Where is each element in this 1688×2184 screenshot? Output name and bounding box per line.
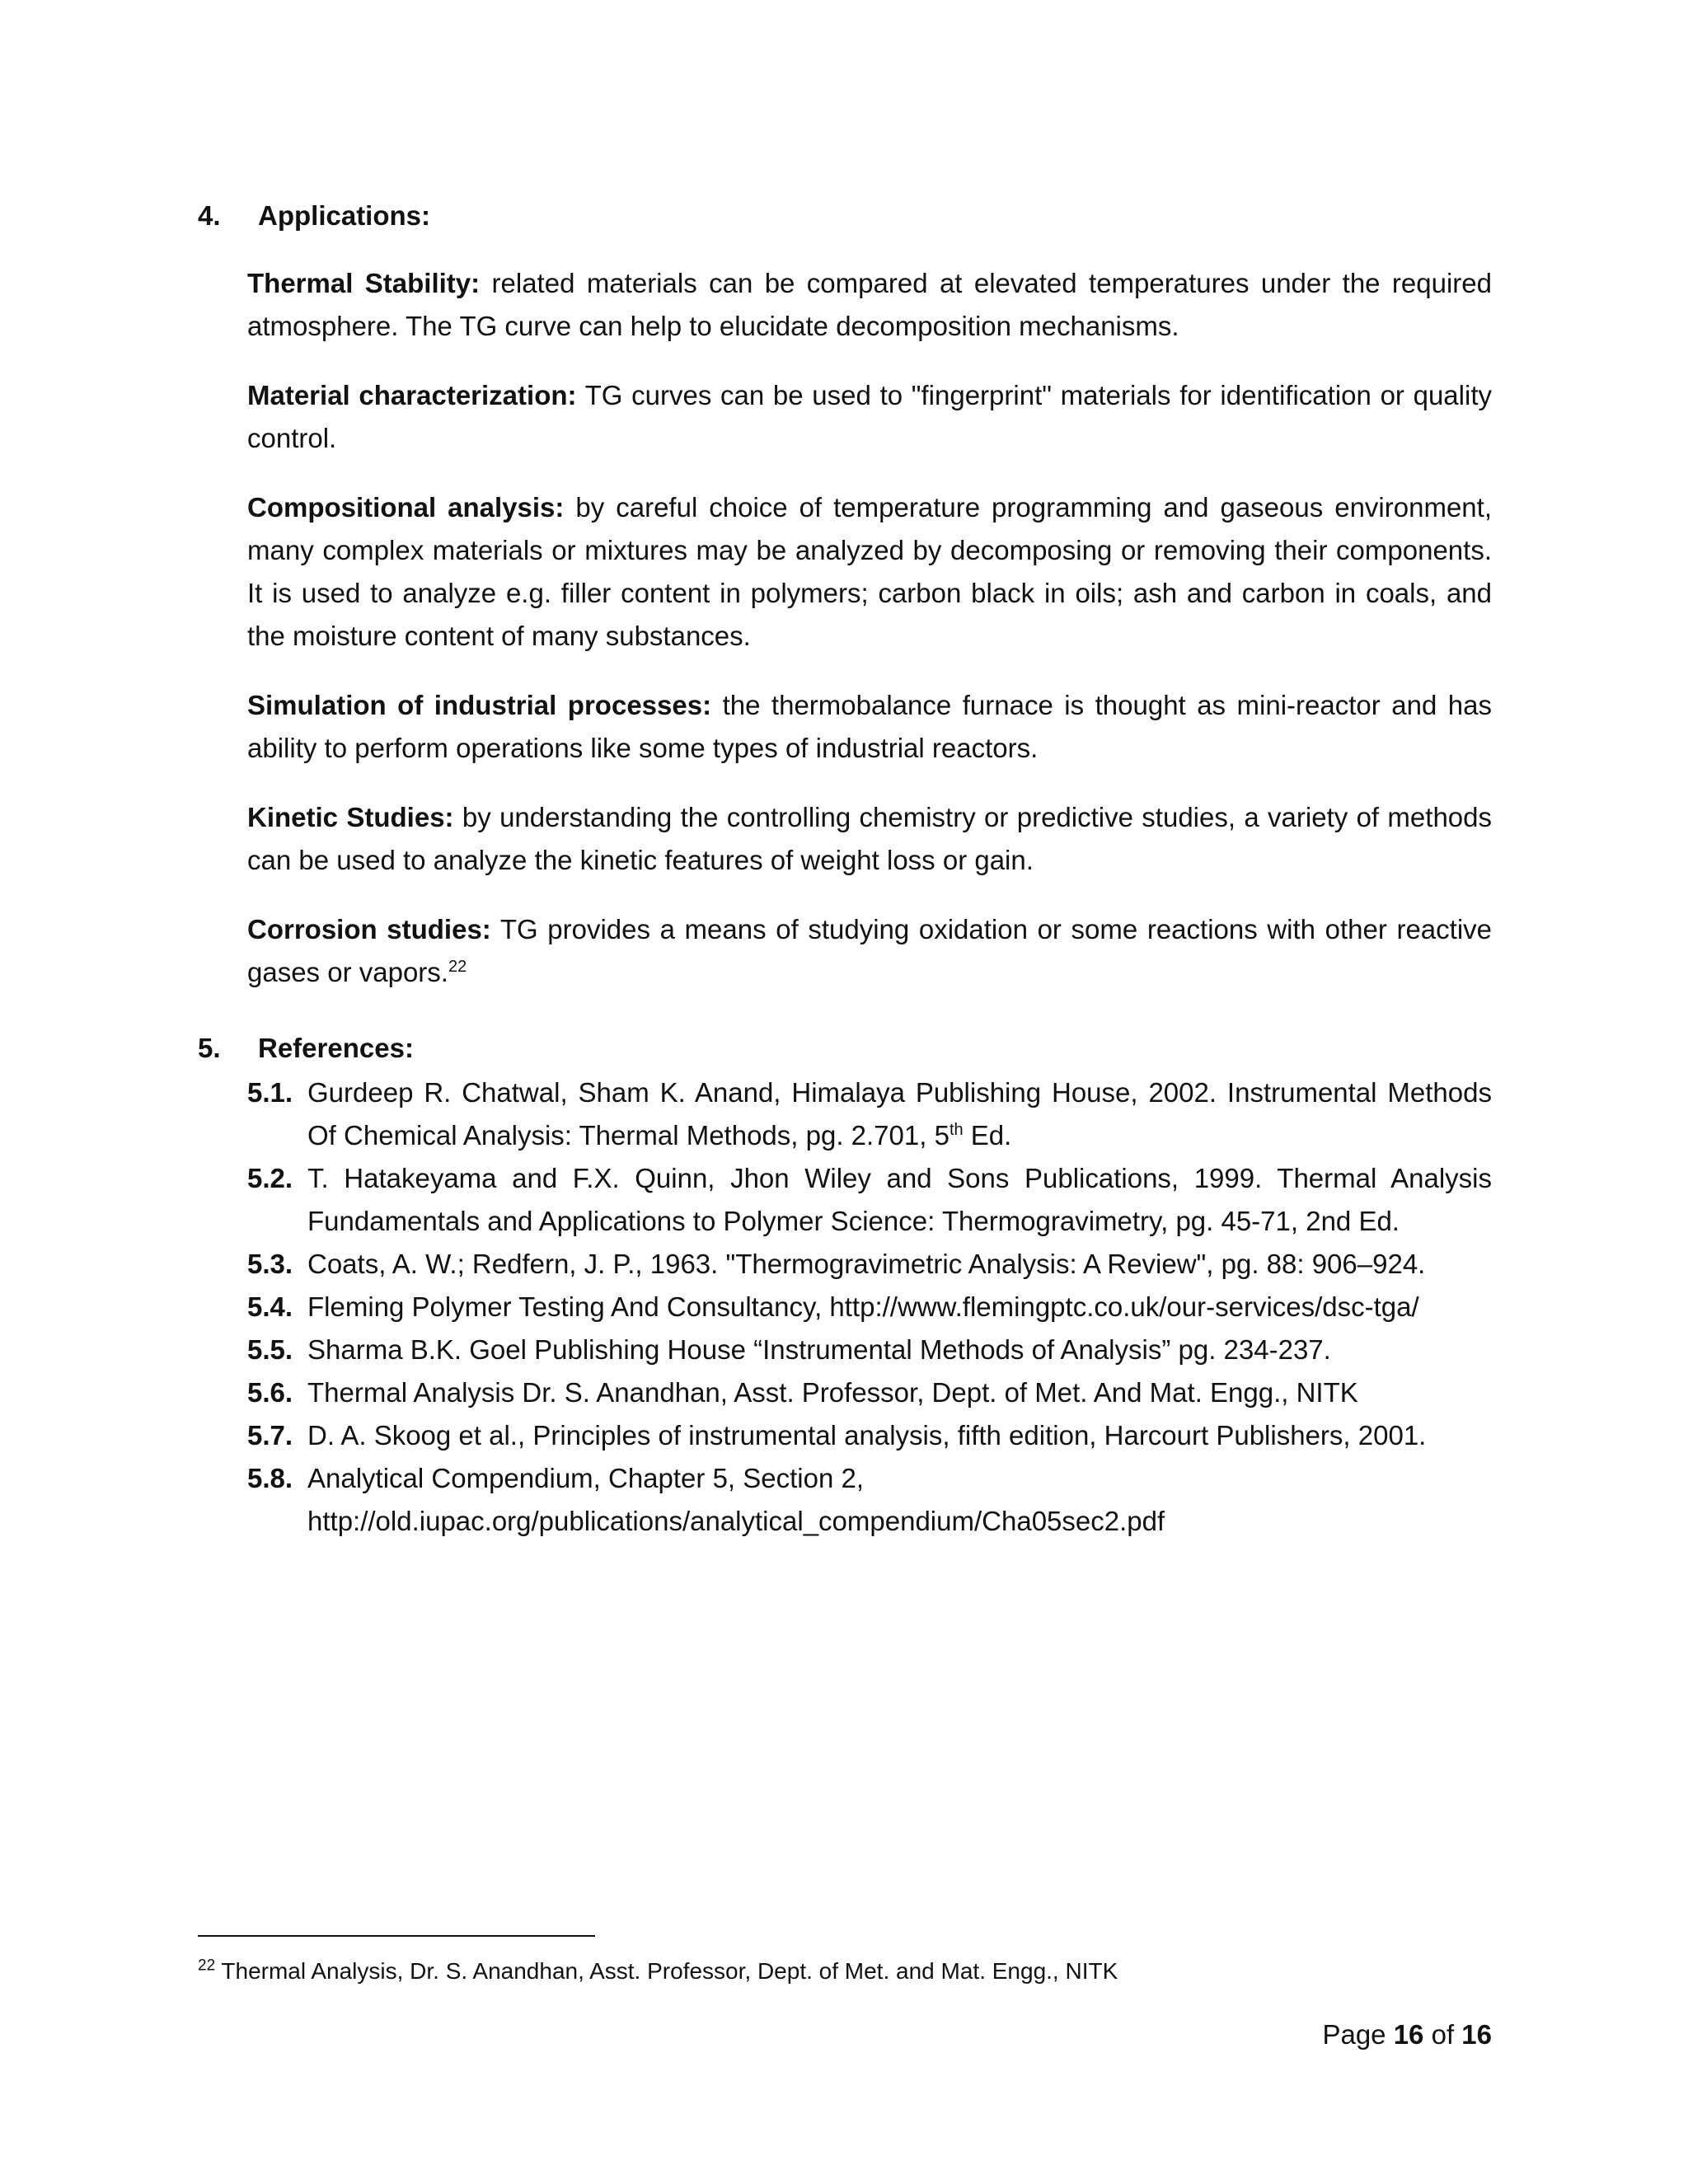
reference-number: 5.7. bbox=[247, 1420, 293, 1451]
reference-text: Gurdeep R. Chatwal, Sham K. Anand, Himalaya Publishing House, 2002. Instrumental Methods Of Chemical Analysis: Thermal Methods, pg. 2.701, 5 bbox=[307, 1077, 1492, 1151]
section-heading-applications bbox=[198, 194, 430, 237]
footnote-text: Thermal Analysis, Dr. S. Anandhan, Asst. Professor, Dept. of Met. and Mat. Engg., NITK bbox=[215, 1958, 1118, 1984]
reference-text: Analytical Compendium, Chapter 5, Section 2, bbox=[307, 1463, 865, 1493]
reference-item bbox=[247, 1286, 1492, 1329]
reference-item bbox=[247, 1329, 1492, 1371]
application-simulation-industrial bbox=[247, 684, 1492, 770]
reference-text: Coats, A. W.; Redfern, J. P., 1963. "Thermogravimetric Analysis: A Review", pg. 88: 906–924. bbox=[307, 1249, 1426, 1279]
section-heading-references bbox=[198, 1027, 414, 1070]
application-text: TG curves can be used to "fingerprint" materials for identification or quality control. bbox=[247, 380, 1492, 453]
section-number: 4. bbox=[198, 200, 221, 231]
application-thermal-stability bbox=[247, 262, 1492, 348]
application-term: Kinetic Studies: bbox=[247, 802, 454, 832]
reference-text-tail: Ed. bbox=[963, 1120, 1012, 1151]
application-compositional-analysis bbox=[247, 486, 1492, 658]
reference-item bbox=[247, 1157, 1492, 1243]
application-term: Simulation of industrial processes: bbox=[247, 690, 712, 720]
reference-text: T. Hatakeyama and F.X. Quinn, Jhon Wiley and Sons Publications, 1999. Thermal Analysis Fundamentals and Applications to Polymer Science: Thermogravimetry, pg. 45-71, 2nd Ed. bbox=[307, 1163, 1492, 1236]
reference-item bbox=[247, 1071, 1492, 1157]
section-title: References: bbox=[258, 1033, 414, 1063]
reference-item bbox=[247, 1457, 1492, 1543]
reference-number: 5.6. bbox=[247, 1377, 293, 1408]
application-term: Material characterization: bbox=[247, 380, 577, 410]
reference-number: 5.5. bbox=[247, 1334, 293, 1365]
reference-number: 5.3. bbox=[247, 1249, 293, 1279]
reference-superscript: th bbox=[949, 1121, 964, 1139]
application-text: TG provides a means of studying oxidation or some reactions with other reactive gases or vapors. bbox=[247, 914, 1493, 987]
application-corrosion-studies bbox=[247, 908, 1492, 994]
footnote-reference: 22 bbox=[448, 958, 467, 976]
reference-text: Fleming Polymer Testing And Consultancy, http://www.flemingptc.co.uk/our-services/dsc-tga/ bbox=[307, 1291, 1419, 1322]
reference-item bbox=[247, 1243, 1492, 1286]
reference-item bbox=[247, 1371, 1492, 1414]
reference-url: http://old.iupac.org/publications/analytical_compendium/Cha05sec2.pdf bbox=[307, 1506, 1165, 1536]
reference-item bbox=[247, 1414, 1492, 1457]
footnote-separator bbox=[198, 1935, 595, 1937]
reference-text: Thermal Analysis Dr. S. Anandhan, Asst. Professor, Dept. of Met. And Mat. Engg., NITK bbox=[307, 1377, 1358, 1408]
reference-text: D. A. Skoog et al., Principles of instrumental analysis, fifth edition, Harcourt Publishers, 2001. bbox=[307, 1420, 1427, 1451]
reference-number: 5.2. bbox=[247, 1163, 293, 1193]
page-number-middle: of bbox=[1423, 2019, 1462, 2050]
references-list bbox=[247, 1071, 1492, 1543]
application-material-characterization bbox=[247, 374, 1492, 460]
page-number-total: 16 bbox=[1461, 2019, 1492, 2050]
application-term: Corrosion studies: bbox=[247, 914, 491, 944]
reference-number: 5.4. bbox=[247, 1291, 293, 1322]
application-text: by careful choice of temperature programming and gaseous environment, many complex materials or mixtures may be analyzed by decomposing or removing their components. It is used to analyze e.g. filler content in polymers; carbon black in oils; ash and carbon in coals, and the moisture content of many substances. bbox=[247, 492, 1492, 651]
section-number: 5. bbox=[198, 1033, 221, 1063]
application-term: Thermal Stability: bbox=[247, 268, 481, 298]
application-term: Compositional analysis: bbox=[247, 492, 565, 523]
application-text: related materials can be compared at elevated temperatures under the required atmosphere. The TG curve can help to elucidate decomposition mechanisms. bbox=[247, 268, 1492, 341]
page-number-prefix: Page bbox=[1322, 2019, 1394, 2050]
application-text: the thermobalance furnace is thought as mini-reactor and has ability to perform operations like some types of industrial reactors. bbox=[247, 690, 1492, 763]
page-number bbox=[1322, 2016, 1492, 2054]
section-title: Applications: bbox=[258, 200, 431, 231]
footnote bbox=[198, 1955, 1118, 1988]
application-kinetic-studies bbox=[247, 796, 1492, 882]
application-text: by understanding the controlling chemistry or predictive studies, a variety of methods can be used to analyze the kinetic features of weight loss or gain. bbox=[247, 802, 1492, 875]
reference-text: Sharma B.K. Goel Publishing House “Instrumental Methods of Analysis” pg. 234-237. bbox=[307, 1334, 1331, 1365]
footnote-marker: 22 bbox=[198, 1957, 216, 1975]
page-number-current: 16 bbox=[1393, 2019, 1424, 2050]
reference-number: 5.8. bbox=[247, 1463, 293, 1493]
reference-number: 5.1. bbox=[247, 1077, 293, 1108]
